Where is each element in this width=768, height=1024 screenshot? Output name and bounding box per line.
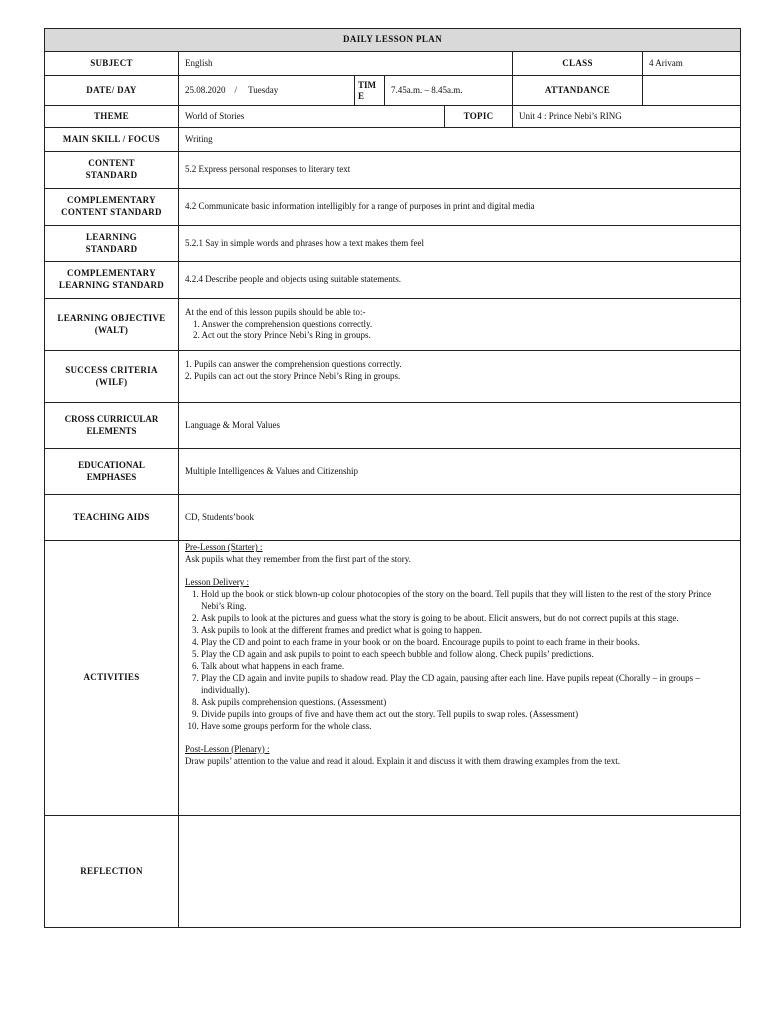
success-criteria-row xyxy=(45,351,741,403)
learning-standard-label-1: LEARNING xyxy=(86,231,137,242)
cross-curricular-row xyxy=(45,403,741,449)
success-criteria-item: 2. Pupils can act out the story Prince Nebi’s Ring in groups. xyxy=(185,370,401,381)
time-label-line-2: E xyxy=(358,90,365,101)
reflection-row xyxy=(45,816,741,928)
learning-objective-label xyxy=(45,299,179,351)
content-standard-label xyxy=(45,152,179,189)
date-separator: / xyxy=(234,84,238,95)
learning-objective-label-1: LEARNING OBJECTIVE xyxy=(57,312,166,323)
step-item: 6. Talk about what happens in each frame. xyxy=(201,661,734,673)
complementary-learning-label-1: COMPLEMENTARY xyxy=(67,268,156,279)
learning-objective-intro: At the end of this lesson pupils should be able to:- xyxy=(185,307,366,317)
complementary-content-label-2: CONTENT STANDARD xyxy=(61,207,162,217)
lesson-delivery-heading: Lesson Delivery : xyxy=(185,576,249,587)
step-item: 7. Play the CD again and invite pupils to shadow read. Play the CD again, pausing after each line. Have pupils repeat (Chorally – in groups – individually). xyxy=(201,673,734,697)
content-standard-label-1: CONTENT xyxy=(88,158,135,169)
class-label: CLASS xyxy=(513,52,643,76)
success-criteria-value xyxy=(179,351,741,403)
success-criteria-label-1: SUCCESS CRITERIA xyxy=(65,364,158,375)
theme-row xyxy=(45,106,741,128)
educational-emphases-label xyxy=(45,449,179,495)
educational-emphases-row xyxy=(45,449,741,495)
learning-standard-value: 5.2.1 Say in simple words and phrases how a text makes them feel xyxy=(179,226,741,262)
complementary-content-row xyxy=(45,189,741,226)
complementary-learning-row xyxy=(45,262,741,299)
learning-objective-value xyxy=(179,299,741,351)
step-item: 9. Divide pupils into groups of five and have them act out the story. Tell pupils to swap roles. (Assessment) xyxy=(201,709,734,721)
success-criteria-label xyxy=(45,351,179,403)
skill-row xyxy=(45,128,741,152)
cross-curricular-label-2: ELEMENTS xyxy=(86,425,137,436)
educational-emphases-label-1: EDUCATIONAL xyxy=(78,459,145,470)
success-criteria-item: 1. Pupils can answer the comprehension questions correctly. xyxy=(185,359,402,369)
lesson-plan-table xyxy=(44,28,741,928)
theme-label: THEME xyxy=(45,106,179,128)
learning-objective-item: 2. Act out the story Prince Nebi’s Ring in groups. xyxy=(193,330,371,341)
teaching-aids-label: TEACHING AIDS xyxy=(45,495,179,541)
reflection-value[interactable] xyxy=(179,816,741,928)
post-lesson-heading: Post-Lesson (Plenary) : xyxy=(185,743,270,754)
step-item: 10. Have some groups perform for the whole class. xyxy=(201,721,734,733)
cross-curricular-label-1: CROSS CURRICULAR xyxy=(64,413,159,424)
subject-label: SUBJECT xyxy=(45,52,179,76)
activities-label: ACTIVITIES xyxy=(45,541,179,816)
educational-emphases-label-2: EMPHASES xyxy=(86,471,137,482)
complementary-content-label xyxy=(45,189,179,226)
date-row xyxy=(45,76,741,106)
complementary-learning-label-2: LEARNING STANDARD xyxy=(58,280,165,290)
activities-value xyxy=(179,541,741,816)
learning-objective-label-2: (WALT) xyxy=(94,324,129,335)
learning-standard-label-2: STANDARD xyxy=(85,243,138,254)
learning-objective-row xyxy=(45,299,741,351)
topic-value: Unit 4 : Prince Nebi’s RING xyxy=(513,106,741,128)
content-standard-value: 5.2 Express personal responses to literary text xyxy=(179,152,741,189)
pre-lesson-heading: Pre-Lesson (Starter) : xyxy=(185,542,263,552)
reflection-label: REFLECTION xyxy=(45,816,179,928)
topic-label: TOPIC xyxy=(445,106,513,128)
cross-curricular-label xyxy=(45,403,179,449)
success-criteria-label-2: (WILF) xyxy=(95,376,128,387)
subject-row xyxy=(45,52,741,76)
attendance-value xyxy=(643,76,741,106)
date-label: DATE/ DAY xyxy=(45,76,179,106)
complementary-content-value: 4.2 Communicate basic information intelligibly for a range of purposes in print and digital media xyxy=(179,189,741,226)
step-item: 3. Ask pupils to look at the different frames and predict what is going to happen. xyxy=(201,625,734,637)
activities-row xyxy=(45,541,741,816)
step-item: 4. Play the CD and point to each frame in your book or on the board. Encourage pupils to point to each frame in their books. xyxy=(201,637,734,649)
complementary-learning-value: 4.2.4 Describe people and objects using suitable statements. xyxy=(179,262,741,299)
time-value: 7.45a.m. – 8.45a.m. xyxy=(385,76,513,106)
cross-curricular-value: Language & Moral Values xyxy=(179,403,741,449)
step-item: 8. Ask pupils comprehension questions. (Assessment) xyxy=(201,697,734,709)
time-label xyxy=(355,76,385,106)
teaching-aids-value: CD, Students’book xyxy=(179,495,741,541)
step-item: 1. Hold up the book or stick blown-up colour photocopies of the story on the board. Tell pupils that they will listen to the rest of the story Prince Nebi’s Ring. xyxy=(201,589,734,613)
time-label-line-1: TIM xyxy=(358,79,376,90)
subject-value: English xyxy=(179,52,513,76)
post-lesson-text: Draw pupils’ attention to the value and read it aloud. Explain it and discuss it with them drawing examples from the text. xyxy=(185,755,620,766)
day-text: Tuesday xyxy=(248,84,279,95)
complementary-learning-label xyxy=(45,262,179,299)
class-value: 4 Arivam xyxy=(643,52,741,76)
learning-objective-item: 1. Answer the comprehension questions correctly. xyxy=(193,318,373,329)
theme-value: World of Stories xyxy=(179,106,445,128)
learning-standard-row xyxy=(45,226,741,262)
skill-value: Writing xyxy=(179,128,741,152)
step-item: 5. Play the CD again and ask pupils to point to each speech bubble and follow along. Check pupils’ predictions. xyxy=(201,649,734,661)
content-standard-row xyxy=(45,152,741,189)
skill-label: MAIN SKILL / FOCUS xyxy=(45,128,179,152)
date-value xyxy=(179,76,355,106)
attendance-label: ATTANDANCE xyxy=(513,76,643,106)
lesson-delivery-steps xyxy=(185,589,734,733)
teaching-aids-row xyxy=(45,495,741,541)
page-title: DAILY LESSON PLAN xyxy=(45,29,741,52)
pre-lesson-text: Ask pupils what they remember from the first part of the story. xyxy=(185,553,411,564)
educational-emphases-value: Multiple Intelligences & Values and Citizenship xyxy=(179,449,741,495)
date-text: 25.08.2020 xyxy=(185,84,226,95)
learning-standard-label xyxy=(45,226,179,262)
complementary-content-label-1: COMPLEMENTARY xyxy=(67,195,156,206)
step-item: 2. Ask pupils to look at the pictures and guess what the story is going to be about. Elicit answers, but do not correct pupils at this stage. xyxy=(201,613,734,625)
content-standard-label-2: STANDARD xyxy=(85,170,138,180)
